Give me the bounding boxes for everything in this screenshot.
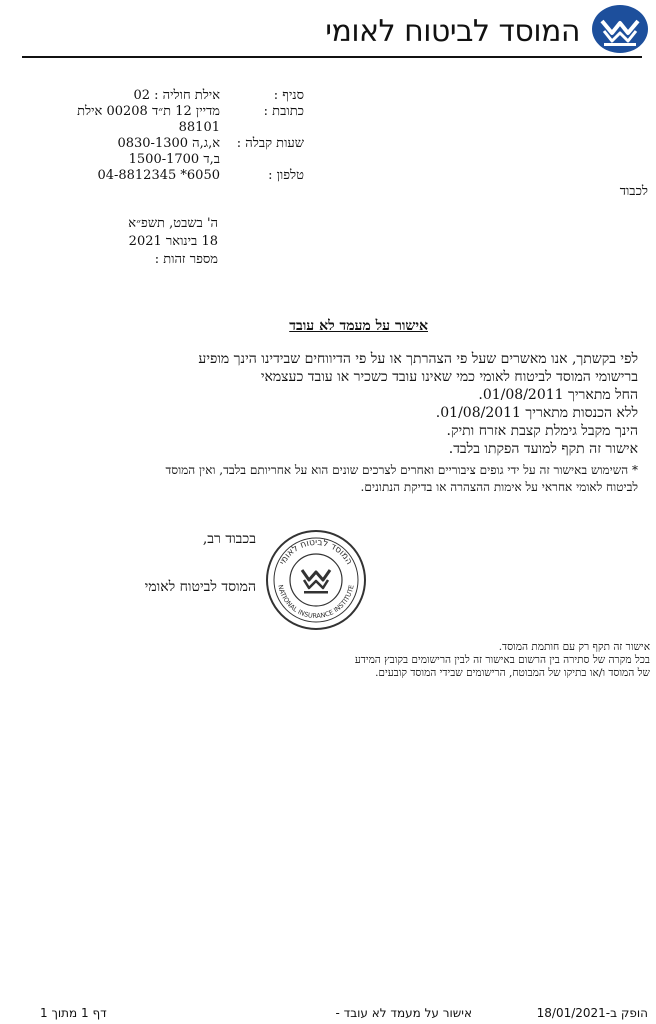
disclaimer-line: לביטוח לאומי אחראי על אימות ההצהרה או בדיקת הנתונים. (360, 480, 638, 494)
hours-line2: ב,ד 1500-1700 (128, 152, 220, 167)
paragraph-line: ברישומי המוסד לביטוח לאומי כמי שאינו עובד כשכיר או עובד כעצמאי (260, 369, 638, 385)
paragraph-line: החל מתאריך 01/08/2011. (478, 387, 638, 403)
header-divider (22, 56, 642, 58)
paragraph-line: ללא הכנסות מתאריך 01/08/2011. (435, 405, 638, 421)
stamp-top-text: המוסד לביטוח לאומי (278, 537, 354, 567)
gregorian-date: 18 בינואר 2021 (128, 234, 218, 249)
phone-value: 04-8812345 *6050 (97, 168, 220, 183)
org-title: המוסד לביטוח לאומי (325, 14, 580, 49)
paragraph-line: לפי בקשתך, אנו מאשרים שעל פי הצהרתך או על פי הדיווחים שבידינו הינך מופיע (198, 351, 638, 367)
paragraph-line: אישור זה תקף למועד הפקתו בלבד. (448, 441, 638, 457)
note-line: בכל מקרה של סתירה בין הרשום באישור זה לבין הרישומים בקובץ המידע (354, 654, 650, 666)
footer-produced-date: הופק ב-18/01/2021 (536, 1006, 648, 1020)
stamp-emblem-icon (302, 570, 330, 594)
svg-text:המוסד לביטוח לאומי (278, 538, 354, 567)
document-title: אישור על מעמד לא עובד (289, 318, 428, 334)
branch-value: אילת חוליה : 02 (133, 88, 220, 103)
disclaimer-line: * השימוש באישור זה על ידי גופים ציבוריים ואחרים לצרכים שונים הוא על אחריותם בלבד, ואין המוסד (165, 463, 638, 477)
note-line: של המוסד ו/או בתיקו של המבוטח, הרישומים שבידי המוסד קובעים. (375, 667, 650, 679)
id-label: מספר זהות : (154, 252, 218, 267)
paragraph-line: הינך מקבל גימלת קצבת אזרח ותיק. (446, 423, 638, 439)
branch-label: סניף : (273, 88, 304, 103)
svg-text:NATIONAL INSURANCE INSTITUTE (276, 584, 355, 620)
footer-page-number: דף 1 מתוך 1 (40, 1006, 107, 1020)
national-insurance-logo (590, 3, 650, 55)
hours-label: שעות קבלה : (236, 136, 304, 151)
hebrew-date: ה' בשבט, תשפ״א (128, 216, 218, 231)
hours-line1: א,ג,ה 0830-1300 (117, 136, 220, 151)
stamp-bottom-text: NATIONAL INSURANCE INSTITUTE (276, 584, 356, 621)
institution-stamp (264, 528, 368, 632)
footer-doc-name: אישור על מעמד לא עובד - (335, 1006, 472, 1020)
regards-text: בכבוד רב, (202, 531, 256, 547)
signer-name: המוסד לביטוח לאומי (144, 579, 256, 595)
recipient-label: לכבוד (619, 184, 648, 199)
note-line: אישור זה תקף רק עם חותמת המוסד. (498, 641, 650, 653)
address-label: כתובת : (263, 104, 304, 119)
phone-label: טלפון : (268, 168, 304, 183)
address-line2: 88101 (178, 120, 220, 135)
address-line1: מדיין 12 ת״ד 00208 אילת (77, 104, 220, 119)
